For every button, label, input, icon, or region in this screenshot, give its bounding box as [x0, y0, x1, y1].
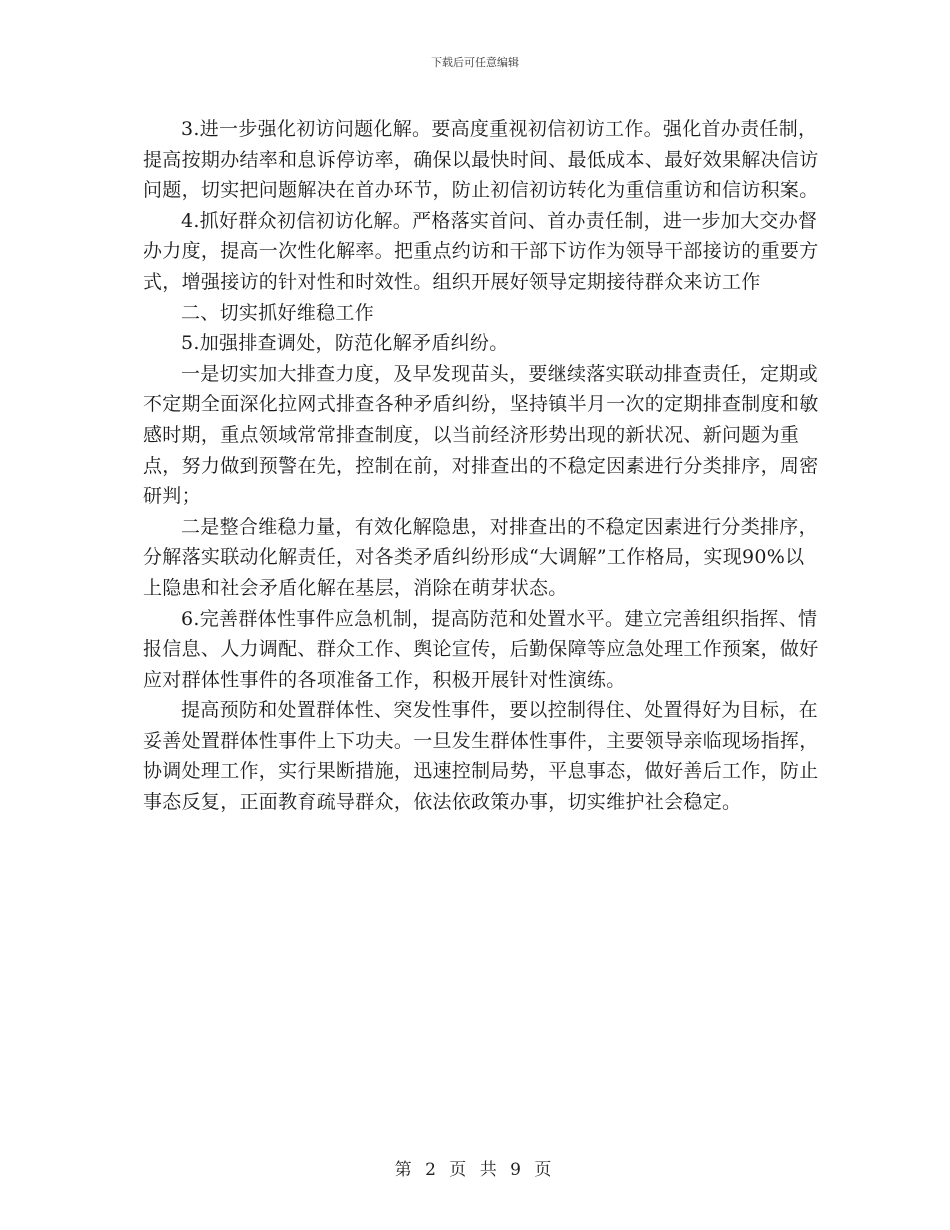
- page-number: 第 2 页 共 9 页: [394, 1160, 556, 1180]
- paragraph-7: 6.完善群体性事件应急机制，提高防范和处置水平。建立完善组织指挥、情报信息、人力调配、群众工作、舆论宣传，后勤保障等应急处理工作预案，做好应对群体性事件的各项准备工作，积极开展针对性演练。: [143, 607, 819, 691]
- page-header-note: 下载后可任意编辑: [431, 56, 519, 69]
- paragraph-6: 二是整合维稳力量，有效化解隐患，对排查出的不稳定因素进行分类排序，分解落实联动化解责任，对各类矛盾纠纷形成“大调解”工作格局，实现90%以上隐患和社会矛盾化解在基层，消除在萌芽状态。: [143, 515, 818, 599]
- section-heading: 二、切实抓好维稳工作: [181, 301, 375, 324]
- paragraph-2: 4.抓好群众初信初访化解。严格落实首问、首办责任制，进一步加大交办督办力度，提高一次性化解率。把重点约访和干部下访作为领导干部接访的重要方式，增强接访的针对性和时效性。组织开展好领导定期接待群众来访工作: [143, 209, 819, 293]
- document-body: [143, 114, 823, 818]
- paragraph-8: 提高预防和处置群体性、突发性事件，要以控制得住、处置得好为目标，在妥善处置群体性事件上下功夫。一旦发生群体性事件，主要领导亲临现场指挥，协调处理工作，实行果断措施，迅速控制局势，平息事态，做好善后工作，防止事态反复，正面教育疏导群众，依法依政策办事，切实维护社会稳定。: [143, 699, 819, 814]
- paragraph-4: 5.加强排查调处，防范化解矛盾纠纷。: [181, 332, 509, 355]
- paragraph-1: 3.进一步强化初访问题化解。要高度重视初信初访工作。强化首办责任制，提高按期办结率和息诉停访率，确保以最快时间、最低成本、最好效果解决信访问题，切实把问题解决在首办环节，防止初信初访转化为重信重访和信访积案。: [143, 118, 819, 202]
- paragraph-5: 一是切实加大排查力度，及早发现苗头，要继续落实联动排查责任，定期或不定期全面深化拉网式排查各种矛盾纠纷，坚持镇半月一次的定期排查制度和敏感时期，重点领域常常排查制度，以当前经济形势出现的新状况、新问题为重点，努力做到预警在先，控制在前，对排查出的不稳定因素进行分类排序，周密研判；: [143, 362, 819, 508]
